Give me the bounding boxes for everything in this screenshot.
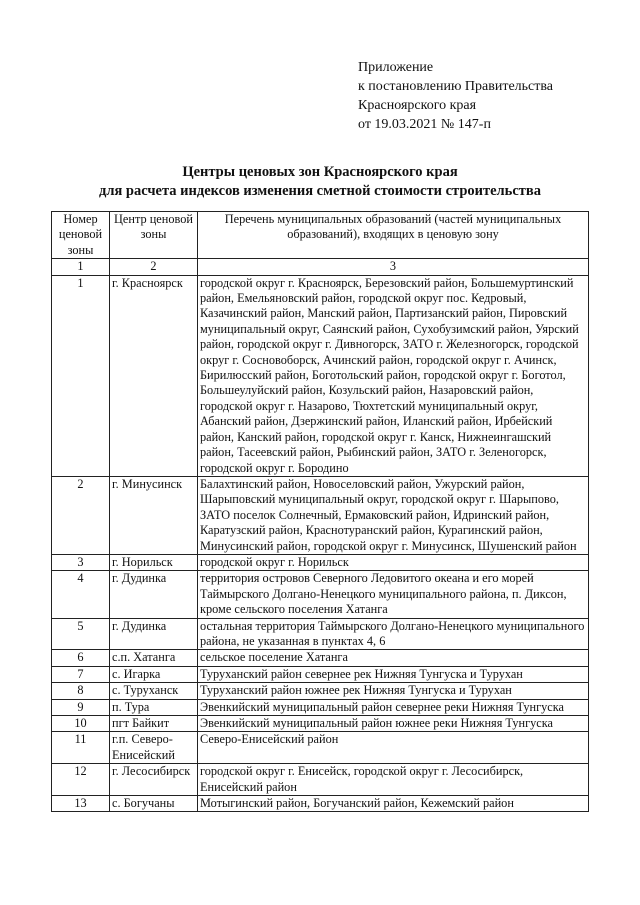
zone-municipalities: Туруханский район южнее рек Нижняя Тунгуска и Турухан: [198, 683, 589, 699]
table-row: [52, 683, 589, 699]
zone-number: 10: [52, 716, 110, 732]
zone-center: г. Дудинка: [110, 571, 198, 618]
zone-center: пгт Байкит: [110, 716, 198, 732]
table-row: [52, 571, 589, 618]
title-line-1: Центры ценовых зон Красноярского края: [182, 164, 458, 180]
zone-center: с. Туруханск: [110, 683, 198, 699]
column-number-row: [52, 259, 589, 275]
zone-municipalities: территория островов Северного Ледовитого океана и его морей Таймырского Долгано-Ненецкого муниципального района, п. Диксон, кроме сельского поселения Хатанга: [198, 571, 589, 618]
price-zones-table: [51, 211, 589, 812]
zone-number: 13: [52, 796, 110, 812]
zone-number: 12: [52, 764, 110, 796]
table-row: [52, 618, 589, 650]
title-line-2: для расчета индексов изменения сметной стоимости строительства: [98, 183, 541, 199]
zone-number: 6: [52, 650, 110, 666]
zone-number: 1: [52, 275, 110, 476]
document-title: [0, 163, 640, 201]
table-row: [52, 650, 589, 666]
zone-municipalities: Балахтинский район, Новоселовский район, Ужурский район, Шарыповский муниципальный округ, городской округ г. Шарыпово, ЗАТО поселок Солнечный, Ермаковский район, Идринский район, Каратузский район, Краснотуранский район, Курагинский район, Минусинский район, городской округ г. Минусинск, Шушенский район: [198, 476, 589, 554]
table-row: [52, 275, 589, 476]
zone-center: г. Дудинка: [110, 618, 198, 650]
zone-number: 2: [52, 476, 110, 554]
table-row: [52, 716, 589, 732]
zone-center: г. Норильск: [110, 554, 198, 570]
header-zone-center: Центр ценовой зоны: [110, 212, 198, 259]
zone-municipalities: Туруханский район севернее рек Нижняя Тунгуска и Турухан: [198, 666, 589, 682]
zone-center: г. Красноярск: [110, 275, 198, 476]
appendix-line-3: Красноярского края: [358, 98, 477, 113]
zone-municipalities: городской округ г. Норильск: [198, 554, 589, 570]
table-row: [52, 554, 589, 570]
table-row: [52, 699, 589, 715]
appendix-line-1: Приложение: [358, 60, 434, 75]
table-row: [52, 666, 589, 682]
zone-number: 3: [52, 554, 110, 570]
table-row: [52, 732, 589, 764]
zone-municipalities: сельское поселение Хатанга: [198, 650, 589, 666]
table-row: [52, 476, 589, 554]
zone-number: 8: [52, 683, 110, 699]
zone-municipalities: городской округ г. Красноярск, Березовский район, Большемуртинский район, Емельяновский район, городской округ пос. Кедровый, Казачинский район, Манский район, Партизанский район, Пировский муниципальный округ, Саянский район, Сухобузимский район, Уярский район, городской округ г. Дивногорск, ЗАТО г. Железногорск, городской округ г. Сосновоборск, Ачинский район, городской округ г. Ачинск, Бирилюсский район, Боготольский район, городской округ г. Боготол, Большеулуйский район, Козульский район, Назаровский район, городской округ г. Назарово, Тюхтетский муниципальный округ, Абанский район, Дзержинский район, Иланский район, Ирбейский район, Канский район, городской округ г. Канск, Нижнеингашский район, Тасеевский район, Рыбинский район, ЗАТО г. Зеленогорск, городской округ г. Бородино: [198, 275, 589, 476]
zone-center: п. Тура: [110, 699, 198, 715]
zone-center: г.п. Северо-Енисейский: [110, 732, 198, 764]
table-header-row: [52, 212, 589, 259]
zone-center: г. Лесосибирск: [110, 764, 198, 796]
zone-municipalities: Северо-Енисейский район: [198, 732, 589, 764]
zone-center: г. Минусинск: [110, 476, 198, 554]
column-number: 3: [198, 259, 589, 275]
zone-number: 7: [52, 666, 110, 682]
column-number: 1: [52, 259, 110, 275]
zone-number: 11: [52, 732, 110, 764]
header-municipalities: Перечень муниципальных образований (частей муниципальных образований), входящих в ценовую зону: [198, 212, 589, 259]
zone-municipalities: Мотыгинский район, Богучанский район, Кежемский район: [198, 796, 589, 812]
zone-center: с. Богучаны: [110, 796, 198, 812]
zone-number: 5: [52, 618, 110, 650]
appendix-line-2: к постановлению Правительства: [358, 79, 554, 94]
zone-municipalities: Эвенкийский муниципальный район южнее реки Нижняя Тунгуска: [198, 716, 589, 732]
zone-number: 9: [52, 699, 110, 715]
table-row: [52, 764, 589, 796]
zone-number: 4: [52, 571, 110, 618]
zone-municipalities: городской округ г. Енисейск, городской округ г. Лесосибирск, Енисейский район: [198, 764, 589, 796]
table-row: [52, 796, 589, 812]
zone-municipalities: Эвенкийский муниципальный район севернее реки Нижняя Тунгуска: [198, 699, 589, 715]
zone-center: с.п. Хатанга: [110, 650, 198, 666]
zone-municipalities: остальная территория Таймырского Долгано-Ненецкого муниципального района, не указанная в пунктах 4, 6: [198, 618, 589, 650]
zone-center: с. Игарка: [110, 666, 198, 682]
appendix-block: [358, 58, 553, 134]
header-zone-number: Номер ценовой зоны: [52, 212, 110, 259]
column-number: 2: [110, 259, 198, 275]
appendix-line-4: от 19.03.2021 № 147-п: [358, 117, 491, 132]
